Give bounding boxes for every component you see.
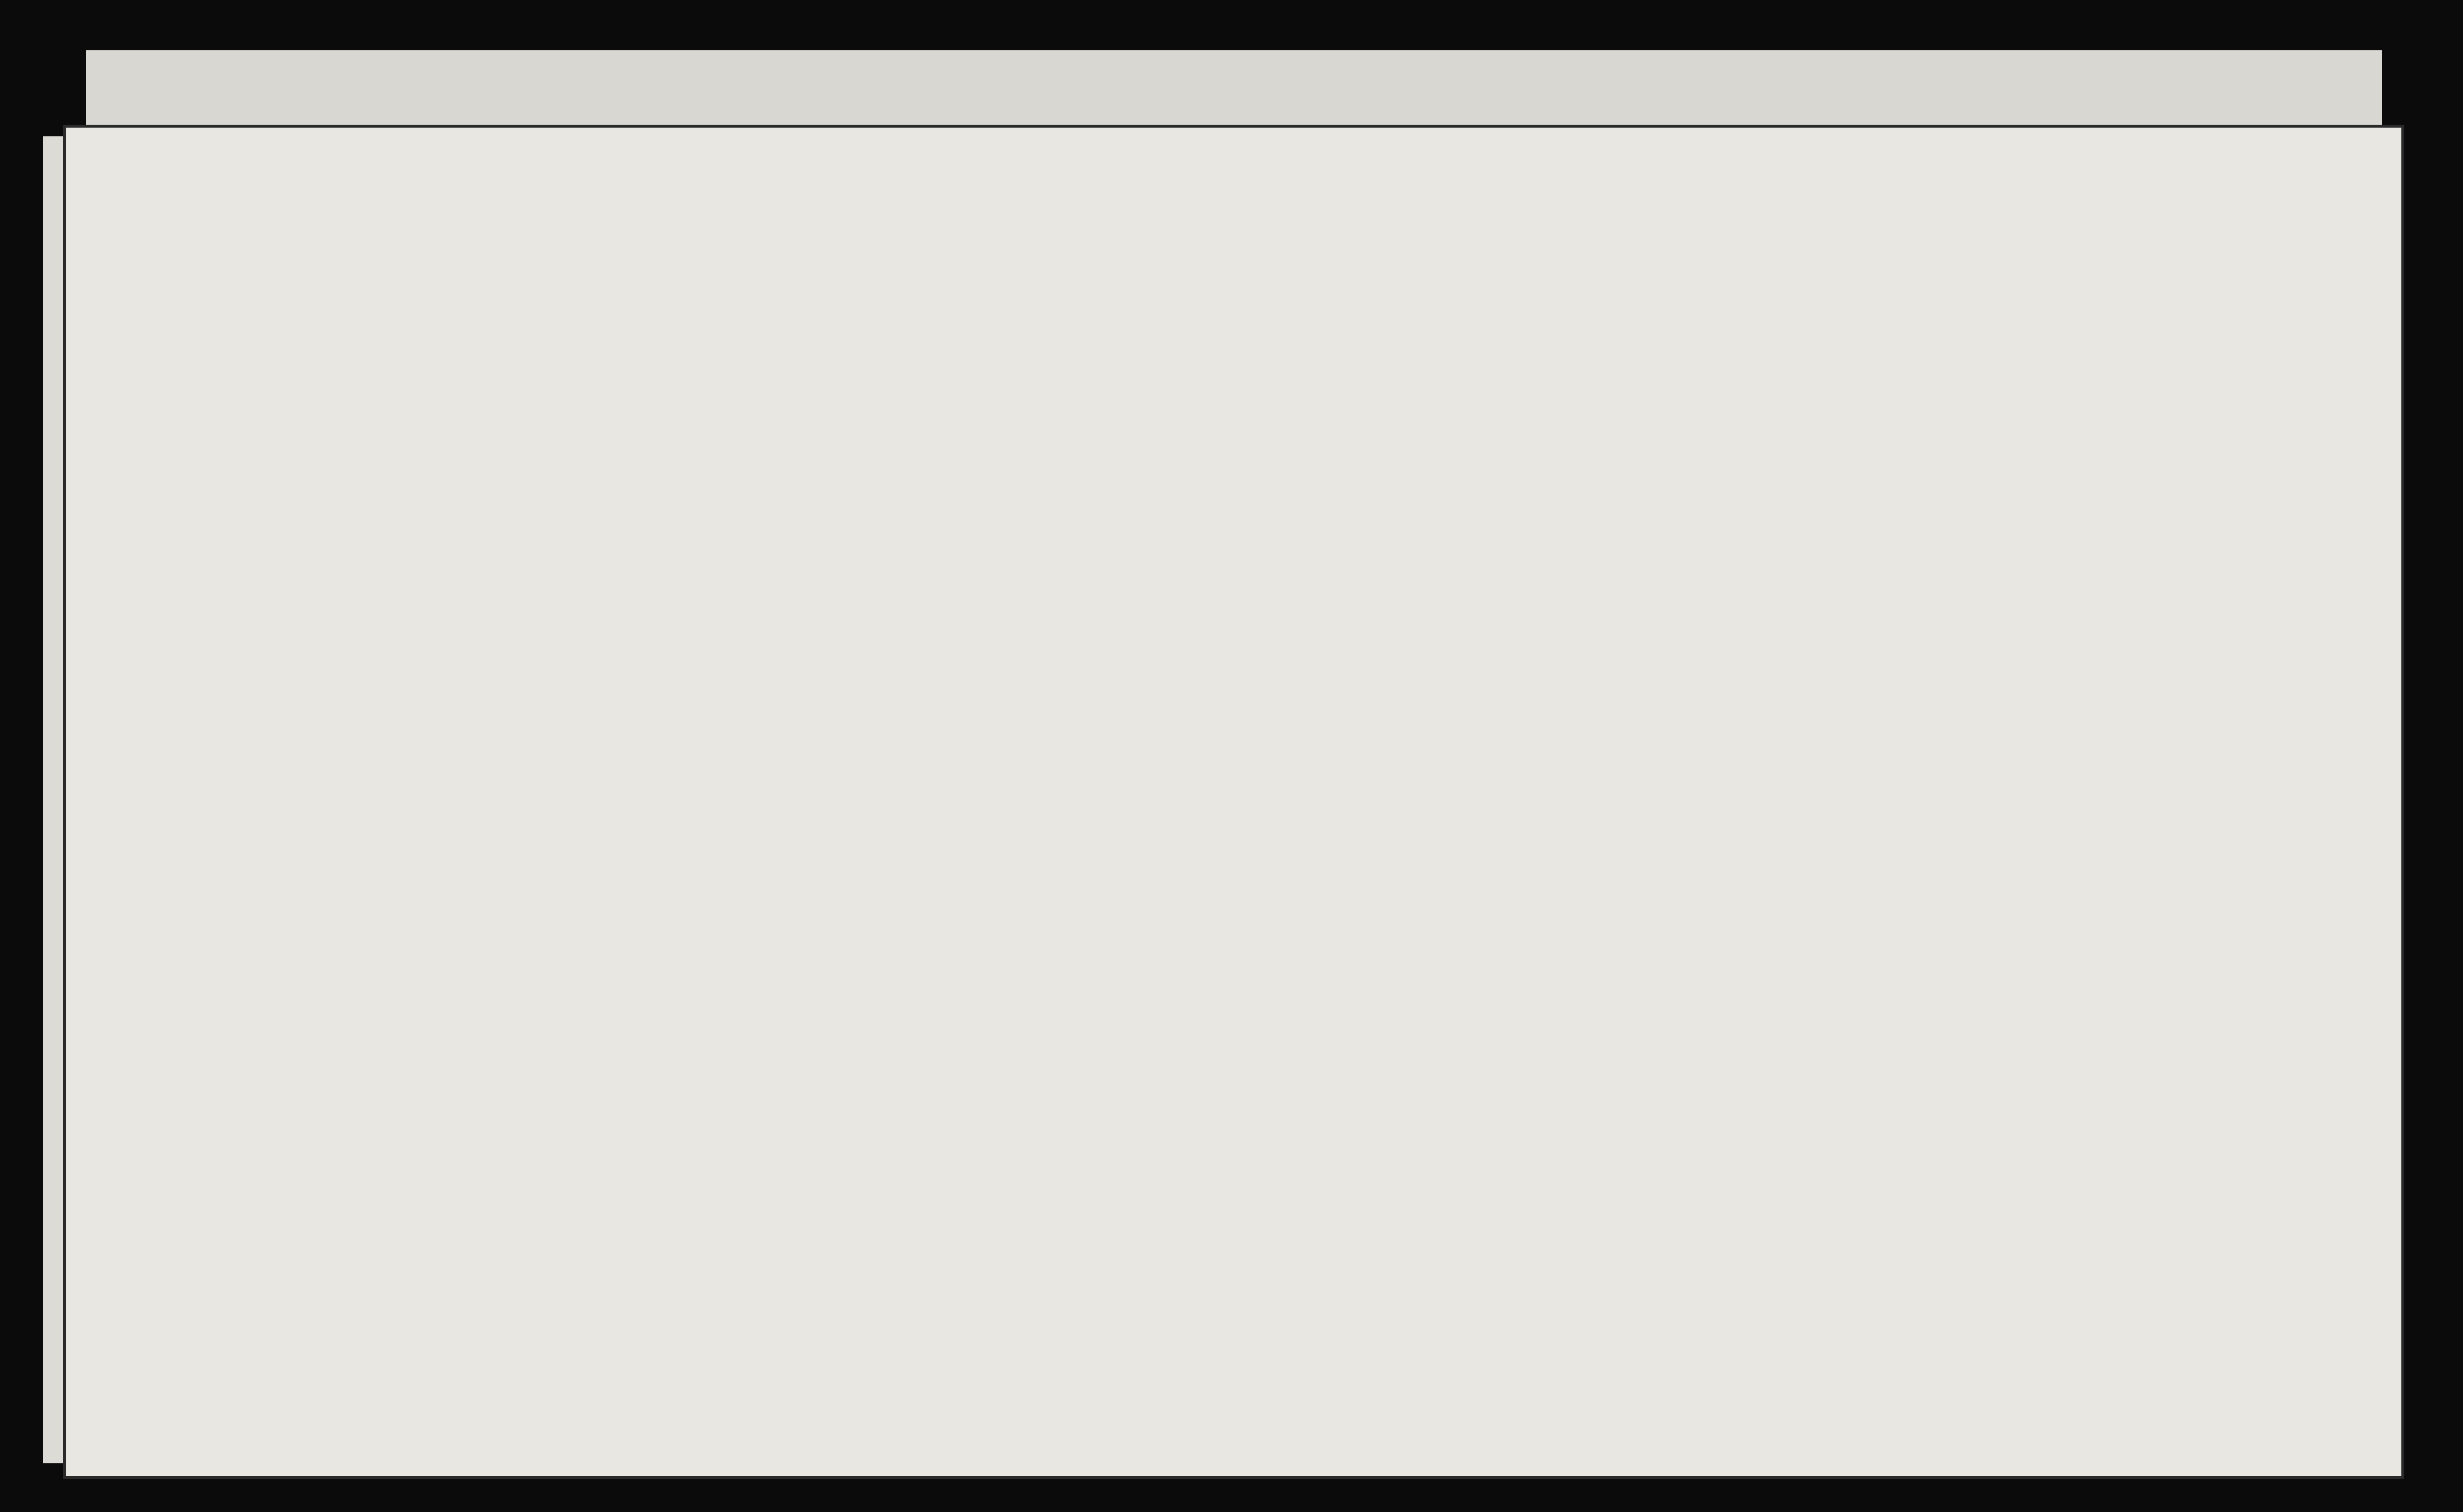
census-card [66,128,2401,1476]
